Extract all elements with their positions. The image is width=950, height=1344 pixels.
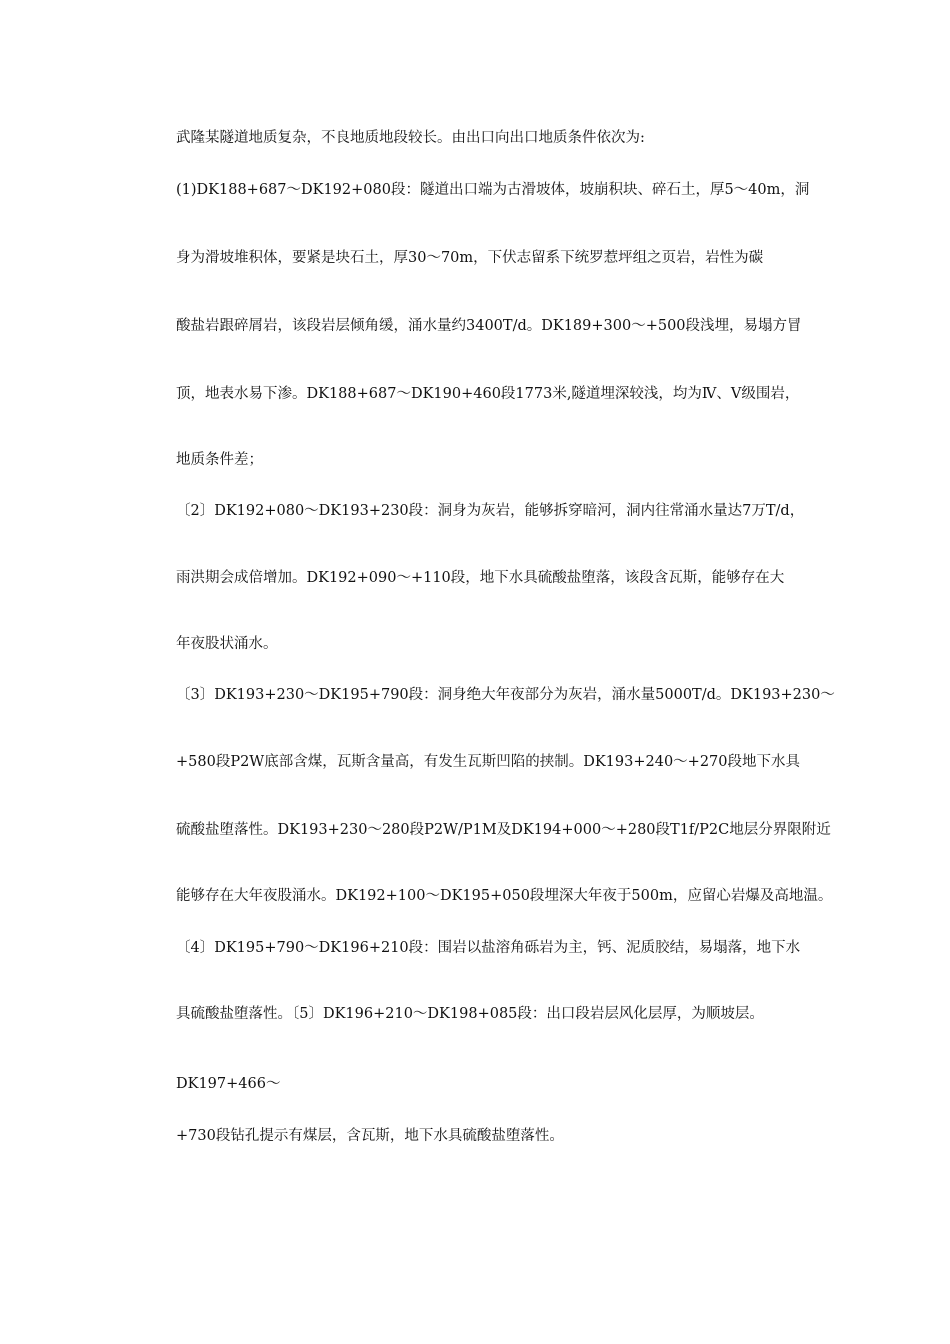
text-line-1: 武隆某隧道地质复杂，不良地质地段较长。由出口向出口地质条件依次为:	[176, 130, 645, 146]
text-line-7: 〔2〕DK192+080～DK193+230段：洞身为灰岩，能够拆穿暗河，洞内往常涌水量达7万T/d，	[176, 503, 805, 519]
text-line-10: 〔3〕DK193+230～DK195+790段：洞身绝大年夜部分为灰岩，涌水量5000T/d。DK193+230～	[176, 687, 835, 703]
text-line-9: 年夜股状涌水。	[176, 636, 278, 652]
text-line-8: 雨洪期会成倍增加。DK192+090～+110段，地下水具硫酸盐堕落，该段含瓦斯，能够存在大	[176, 570, 785, 586]
text-line-3: 身为滑坡堆积体，要紧是块石土，厚30～70m，下伏志留系下统罗惹坪组之页岩，岩性为碳	[176, 250, 764, 266]
text-line-6: 地质条件差；	[176, 452, 263, 468]
text-line-17: +730段钻孔提示有煤层，含瓦斯，地下水具硫酸盐堕落性。	[176, 1128, 564, 1144]
text-line-12: 硫酸盐堕落性。DK193+230～280段P2W/P1M及DK194+000～+280段T1f/P2C地层分界限附近	[176, 822, 831, 838]
text-line-4: 酸盐岩跟碎屑岩，该段岩层倾角缓，涌水量约3400T/d。DK189+300～+500段浅埋，易塌方冒	[176, 318, 802, 334]
text-line-14: 〔4〕DK195+790～DK196+210段：围岩以盐溶角砾岩为主，钙、泥质胶结，易塌落，地下水	[176, 940, 801, 956]
text-line-11: +580段P2W底部含煤，瓦斯含量高，有发生瓦斯凹陷的挟制。DK193+240～+270段地下水具	[176, 754, 800, 770]
text-line-15: 具硫酸盐堕落性。〔5〕DK196+210～DK198+085段：出口段岩层风化层厚，为顺坡层。	[176, 1006, 764, 1022]
text-line-13: 能够存在大年夜股涌水。DK192+100～DK195+050段埋深大年夜于500m，应留心岩爆及高地温。	[176, 888, 833, 904]
text-line-16: DK197+466～	[176, 1076, 281, 1092]
text-line-5: 顶，地表水易下渗。DK188+687～DK190+460段1773米,隧道埋深较浅，均为Ⅳ、Ⅴ级围岩，	[176, 386, 800, 402]
text-line-2: (1)DK188+687～DK192+080段：隧道出口端为古滑坡体，坡崩积块、碎石土，厚5～40m，洞	[176, 182, 810, 198]
